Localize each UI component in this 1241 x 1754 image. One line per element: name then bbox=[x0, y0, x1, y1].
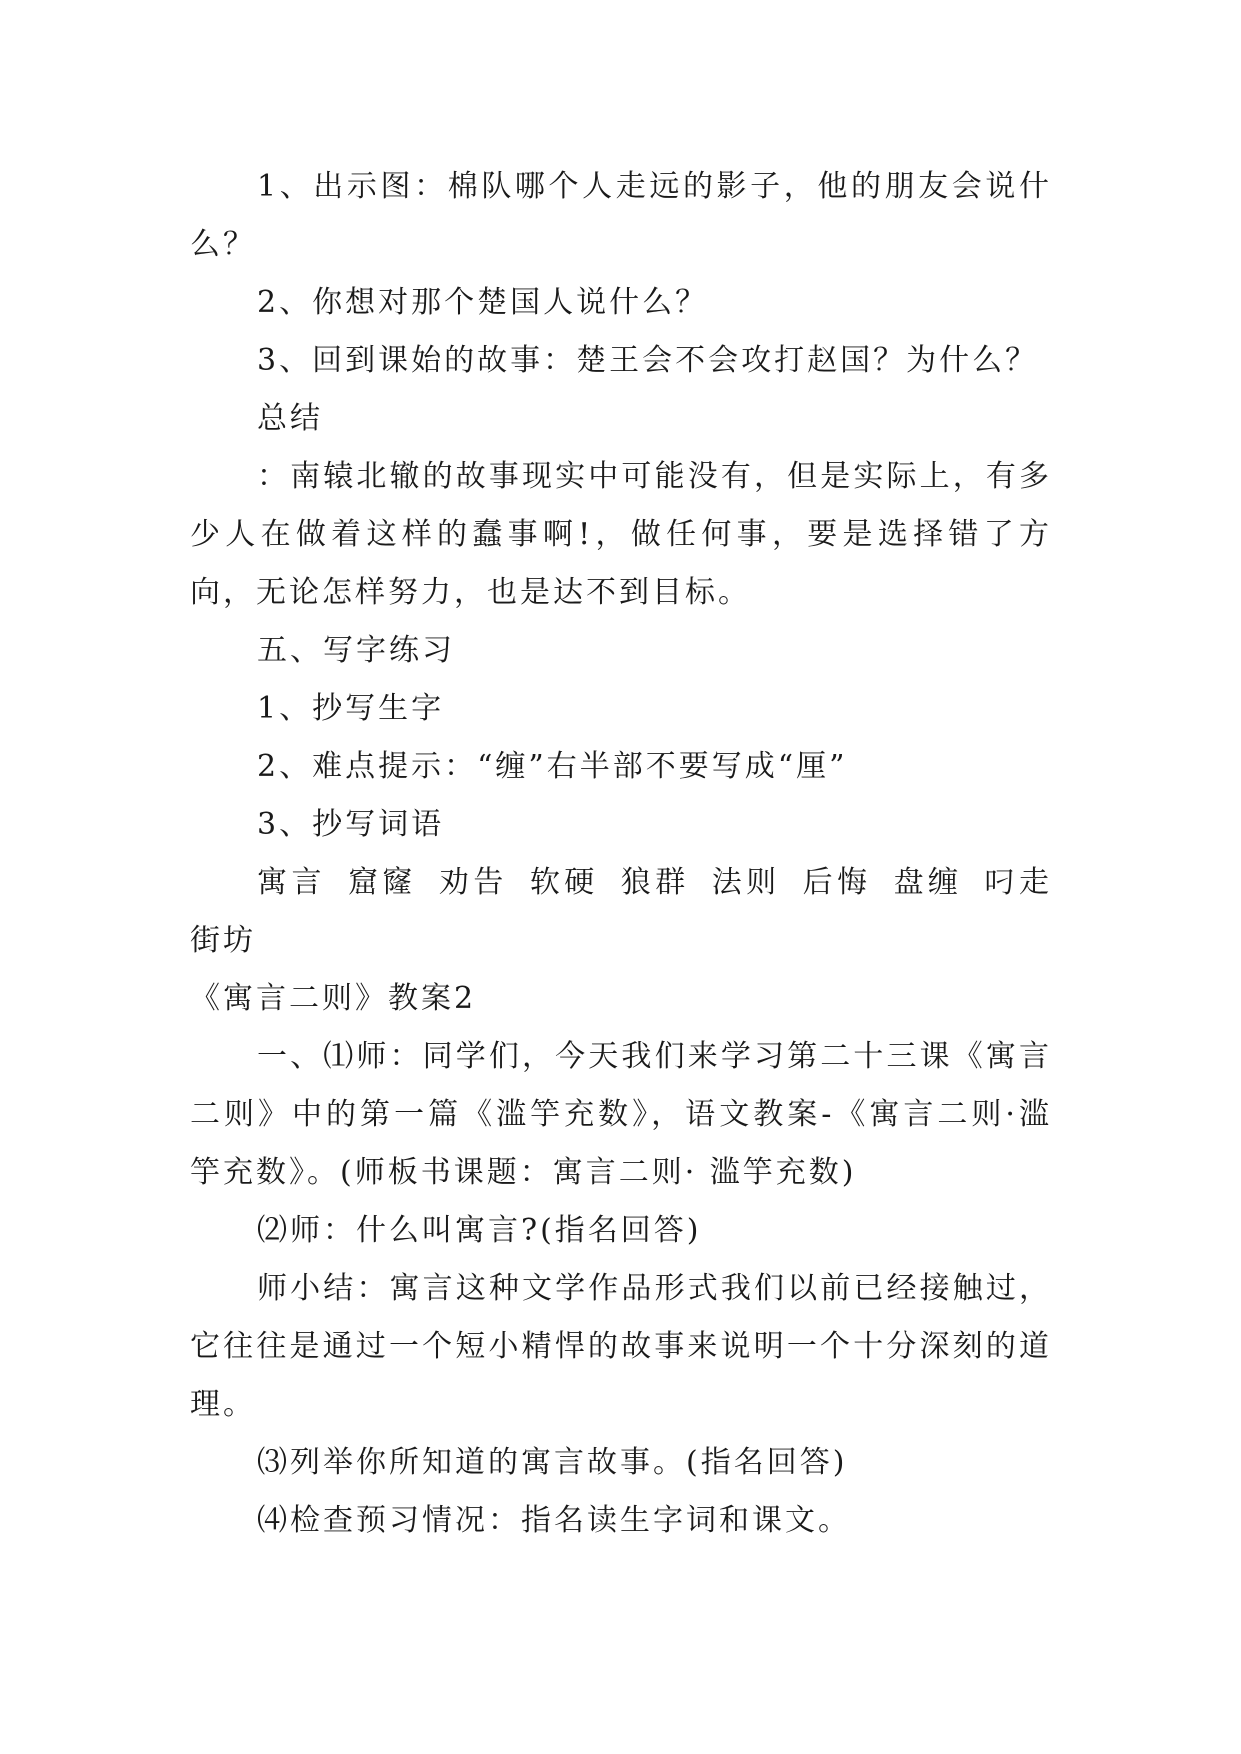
section-heading-writing-practice: 五、写字练习 bbox=[257, 633, 455, 668]
paragraph-question-fable: ⑵师：什么叫寓言?(指名回答) bbox=[257, 1213, 702, 1248]
paragraph-summary-heading: 总结 bbox=[257, 401, 323, 436]
paragraph-step-1: 1、出示图：棉队哪个人走远的影子，他的朋友会说什么？ bbox=[190, 169, 1052, 262]
lesson-plan-title: 《寓言二则》教案2 bbox=[190, 981, 477, 1016]
paragraph-copy-words: 3、抄写词语 bbox=[257, 807, 445, 842]
paragraph-step-3: 3、回到课始的故事：楚王会不会攻打赵国？为什么？ bbox=[257, 343, 1039, 378]
paragraph-word-list: 寓言 窟窿 劝告 软硬 狼群 法则 后悔 盘缠 叼走 街坊 bbox=[190, 865, 1052, 958]
document-body bbox=[190, 158, 1052, 1550]
paragraph-check-preview: ⑷检查预习情况：指名读生字词和课文。 bbox=[257, 1503, 851, 1538]
paragraph-difficulty-tip: 2、难点提示：“缠”右半部不要写成“厘” bbox=[257, 749, 848, 784]
paragraph-teacher-summary: 师小结：寓言这种文学作品形式我们以前已经接触过，它往往是通过一个短小精悍的故事来说明一个十分深刻的道理。 bbox=[190, 1271, 1052, 1422]
paragraph-list-fables: ⑶列举你所知道的寓言故事。(指名回答) bbox=[257, 1445, 848, 1480]
paragraph-summary-body: ：南辕北辙的故事现实中可能没有，但是实际上，有多少人在做着这样的蠢事啊!，做任何事，要是选择错了方向，无论怎样努力，也是达不到目标。 bbox=[190, 459, 1052, 610]
paragraph-copy-characters: 1、抄写生字 bbox=[257, 691, 445, 726]
paragraph-intro: 一、⑴师：同学们，今天我们来学习第二十三课《寓言二则》中的第一篇《滥竽充数》，语文教案-《寓言二则·滥竽充数》。(师板书课题：寓言二则· 滥竽充数) bbox=[190, 1039, 1052, 1190]
paragraph-step-2: 2、你想对那个楚国人说什么？ bbox=[257, 285, 709, 320]
